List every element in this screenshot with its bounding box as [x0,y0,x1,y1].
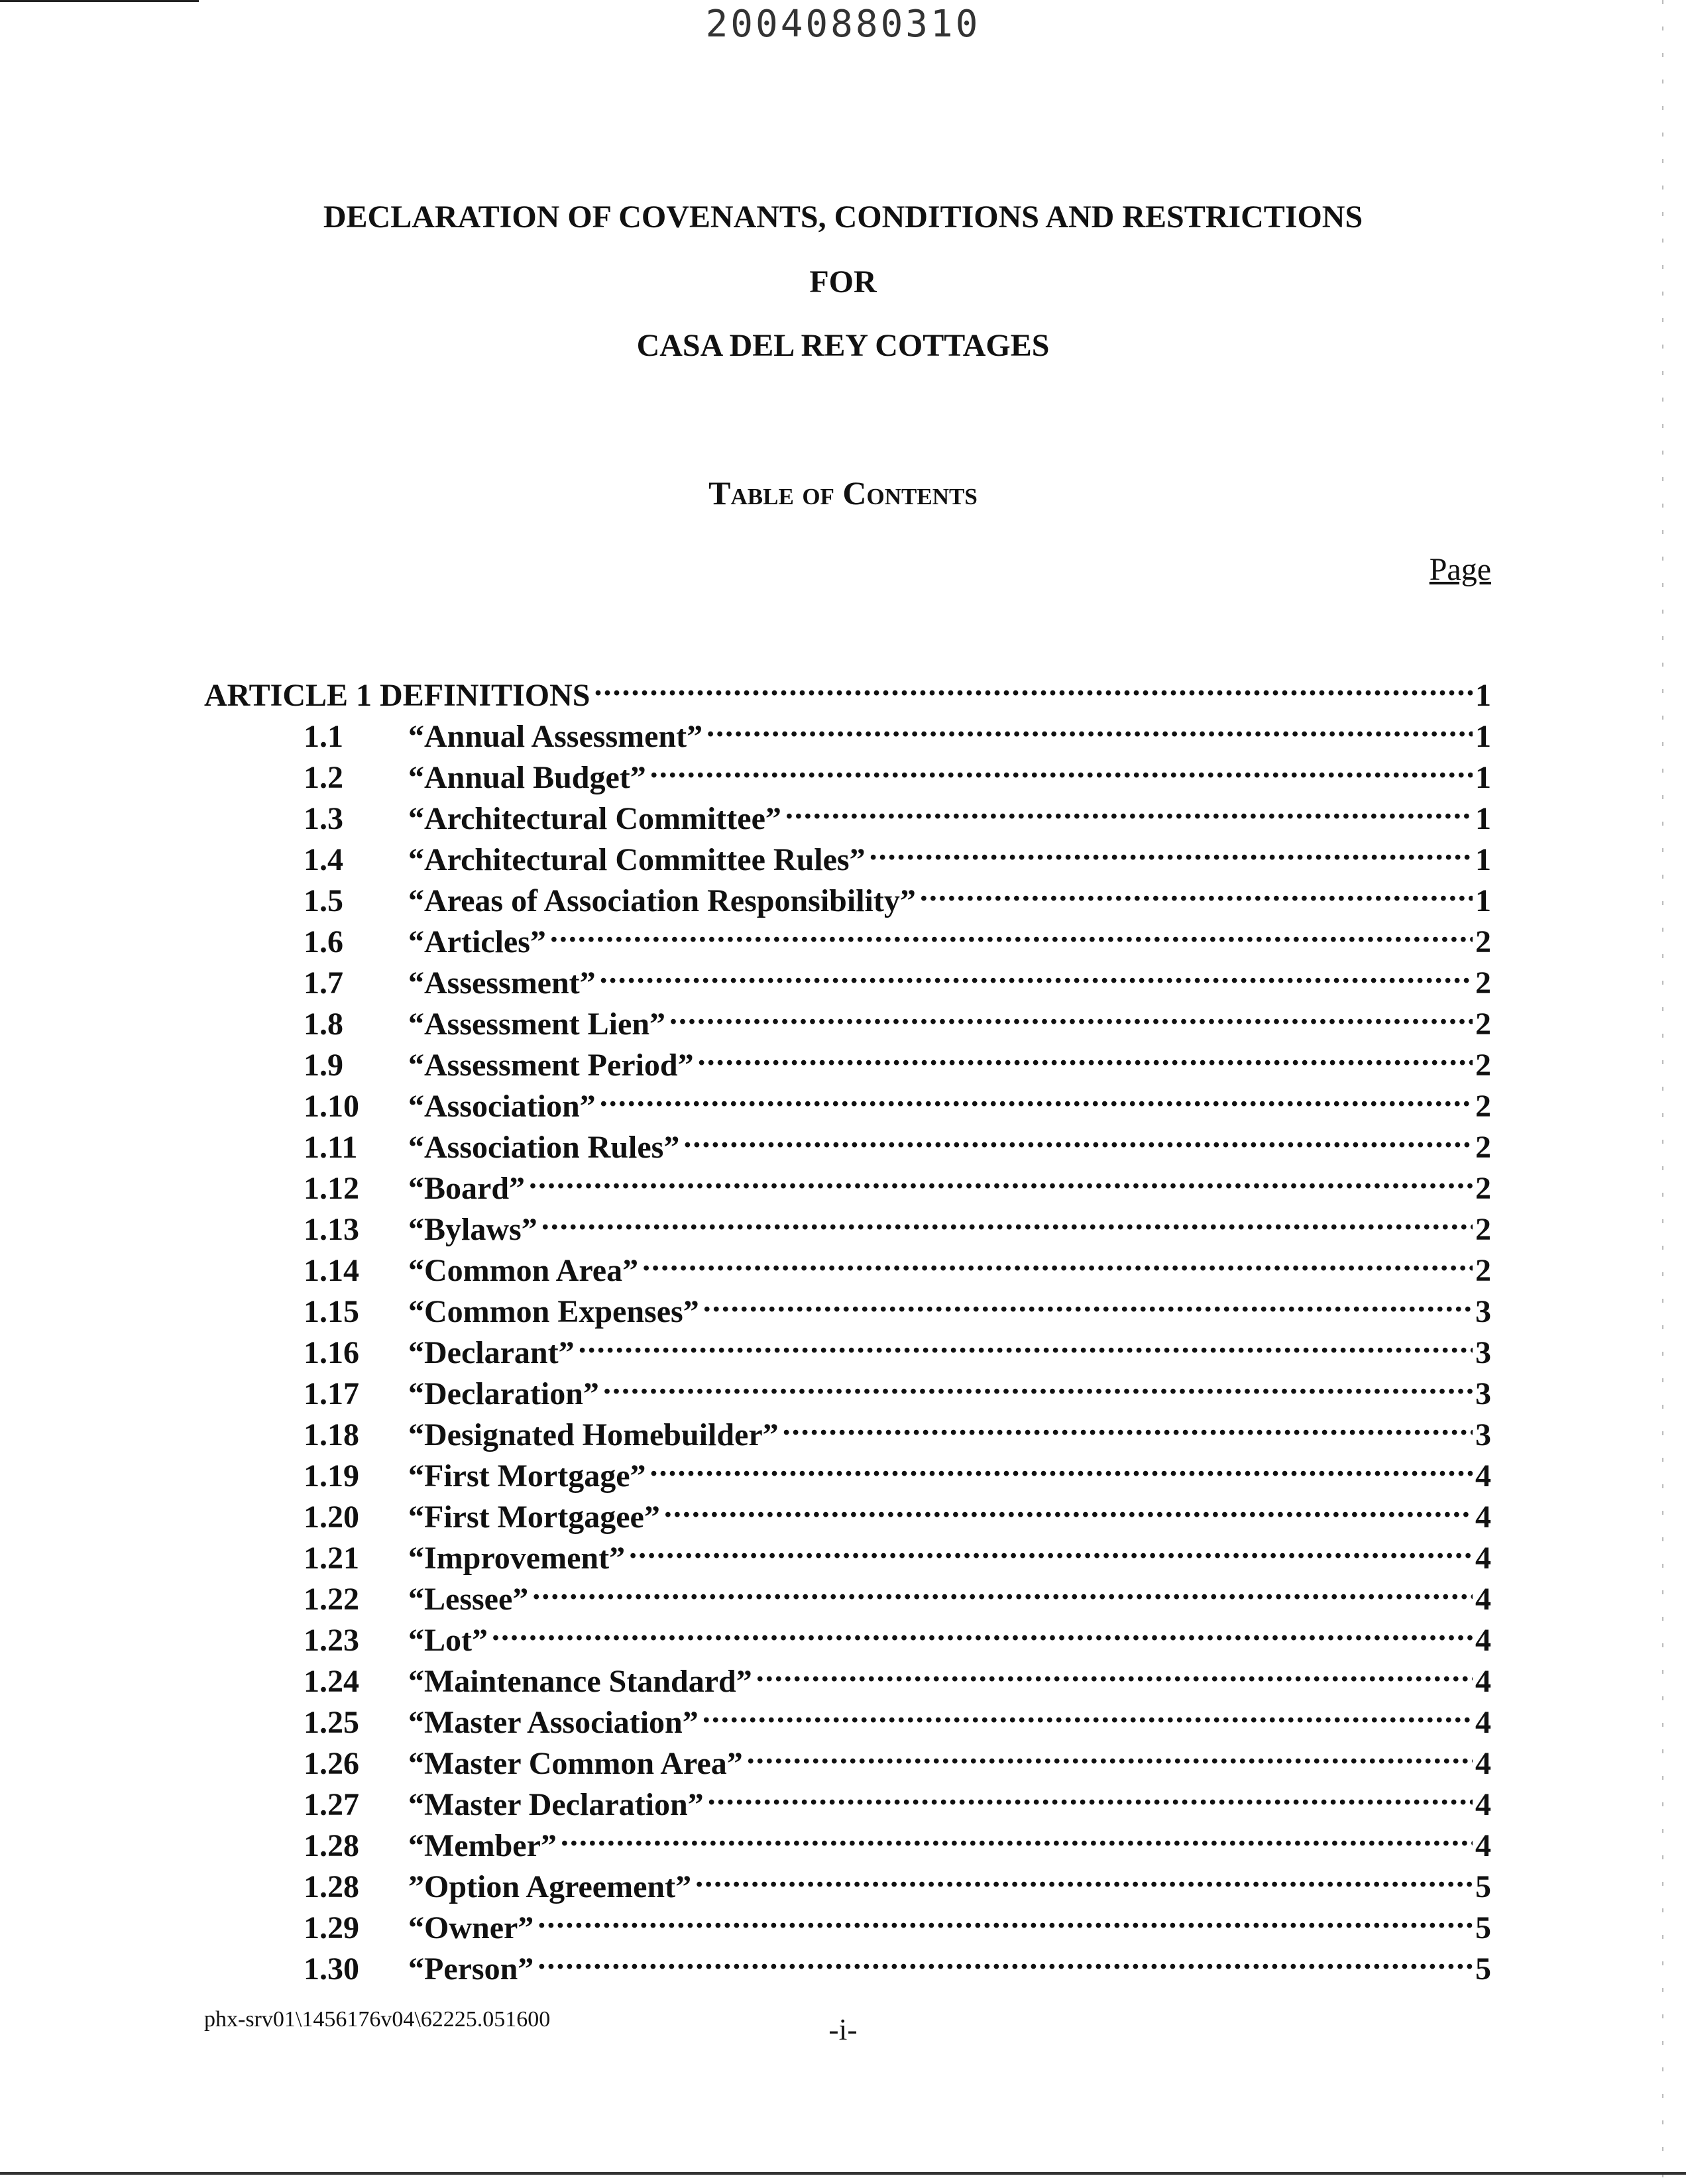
toc-entry-label: “Areas of Association Responsibility” [408,883,916,918]
toc-entry-number: 1.29 [304,1910,359,1945]
toc-entry-page: 4 [1475,1458,1491,1494]
toc-dot-leader [785,788,1473,829]
toc-entry-label: “Annual Budget” [408,760,646,795]
toc-entry-number: 1.23 [304,1623,359,1658]
toc-entry-label: “Board” [408,1171,526,1206]
toc-dot-leader [492,1610,1473,1651]
toc-entry-label: “Common Area” [408,1253,639,1288]
toc-entry-label: “Lessee” [408,1582,529,1617]
toc-dot-leader [537,1897,1473,1938]
toc-entry-number: 1.24 [304,1664,359,1699]
toc-entry-label: ”Option Agreement” [408,1869,692,1904]
toc-entry-page: 2 [1475,1171,1491,1206]
toc-entry-number: 1.16 [304,1335,359,1370]
toc-dot-leader [703,1281,1473,1322]
toc-dot-leader [603,1363,1473,1404]
toc-entry-label: “Declaration” [408,1376,599,1411]
toc-entry-label: “Lot” [408,1623,488,1658]
footer-document-path: phx-srv01\1456176v04\62225.051600 [204,2007,551,2032]
toc-entry-label: “Master Association” [408,1705,699,1740]
toc-entry-number: 1.12 [304,1171,359,1206]
toc-entry-number: 1.8 [304,1007,343,1042]
toc-entry-page: 1 [1475,760,1491,795]
toc-entry-page: 3 [1475,1294,1491,1329]
toc-entry-label: “Master Declaration” [408,1787,704,1822]
toc-entry-number: 1.22 [304,1582,359,1617]
toc-entry-page: 2 [1475,1212,1491,1247]
toc-heading: Table of Contents [708,474,978,512]
toc-dot-leader [541,1199,1473,1240]
toc-entry-page: 1 [1475,719,1491,754]
toc-dot-leader [532,1568,1473,1610]
toc-entry-number: 1.20 [304,1500,359,1535]
toc-entry-page: 1 [1475,842,1491,877]
recording-number: 20040880310 [705,3,981,46]
toc-dot-leader [579,1322,1473,1363]
toc-entry-number: 1.27 [304,1787,359,1822]
toc-entry-label: “Association Rules” [408,1130,680,1165]
toc-entry-label: “Architectural Committee” [408,801,781,836]
toc-entry-label: “Common Expenses” [408,1294,699,1329]
toc-entry-page: 4 [1475,1582,1491,1617]
toc-entry-number: 1.3 [304,801,343,836]
toc-entry-page: 3 [1475,1376,1491,1411]
toc-entry-number: 1.25 [304,1705,359,1740]
toc-entry-label: “Owner” [408,1910,534,1945]
toc-entry-number: 1.7 [304,965,343,1001]
scan-artifact-top [0,0,199,2]
toc-dot-leader [629,1527,1473,1568]
toc-dot-leader [683,1117,1473,1158]
toc-entry-page: 2 [1475,1048,1491,1083]
toc-entry-page: 2 [1475,1130,1491,1165]
toc-entry-page: 4 [1475,1746,1491,1781]
toc-entry-number: 1.15 [304,1294,359,1329]
toc-dot-leader [747,1733,1473,1774]
toc-entry-number: 1.2 [304,760,343,795]
toc-entry-number: 1.13 [304,1212,359,1247]
toc-entry-page: 2 [1475,965,1491,1001]
toc-dot-leader [708,1774,1473,1815]
toc-dot-leader [756,1651,1473,1692]
toc-dot-leader [537,1938,1473,1979]
toc-entry-label: “Master Common Area” [408,1746,743,1781]
toc-entry-page: 4 [1475,1623,1491,1658]
toc-dot-leader [920,870,1473,911]
toc-dot-leader [550,911,1473,952]
toc-dot-leader [561,1815,1473,1856]
toc-entry-label: “Assessment Period” [408,1048,694,1083]
toc-entry-page: 5 [1475,1951,1491,1987]
toc-entry-page: 3 [1475,1417,1491,1452]
footer-page-number: -i- [828,2012,858,2046]
toc-article-row [204,665,1491,713]
toc-entry-label: “Bylaws” [408,1212,537,1247]
toc-entry-label: “Assessment Lien” [408,1007,666,1042]
toc-dot-leader [695,1856,1473,1897]
toc-entry-label: “Annual Assessment” [408,719,703,754]
document-title-line-3: CASA DEL REY COTTAGES [636,328,1050,363]
toc-entry-label: “First Mortgage” [408,1458,646,1494]
toc-entry-page: 4 [1475,1664,1491,1699]
toc-entry-label: “Architectural Committee Rules” [408,842,866,877]
toc-entry-page: 3 [1475,1335,1491,1370]
document-title-line-2: FOR [809,264,877,300]
toc-entry-number: 1.11 [304,1130,358,1165]
toc-dot-leader [706,706,1473,747]
toc-entry-label: “Declarant” [408,1335,575,1370]
toc-dot-leader [600,1075,1473,1117]
toc-entry-number: 1.5 [304,883,343,918]
toc-dot-leader [650,1445,1473,1486]
toc-entry-number: 1.28 [304,1869,359,1904]
toc-entry-page: 4 [1475,1500,1491,1535]
toc-entry-page: 4 [1475,1705,1491,1740]
toc-entry-number: 1.19 [304,1458,359,1494]
toc-dot-leader [870,829,1473,870]
toc-entry-label: “Maintenance Standard” [408,1664,752,1699]
toc-dot-leader [642,1240,1473,1281]
toc-entry-number: 1.6 [304,924,343,959]
document-title-line-1: DECLARATION OF COVENANTS, CONDITIONS AND RESTRICTIONS [323,199,1363,235]
toc-entry-page: 2 [1475,1089,1491,1124]
toc-entry-label: “Member” [408,1828,557,1863]
toc-entry-number: 1.17 [304,1376,359,1411]
toc-entry-page: 2 [1475,924,1491,959]
toc-dot-leader [529,1158,1473,1199]
toc-entry-label: ARTICLE 1 DEFINITIONS [204,678,590,713]
toc-entry-label: “Improvement” [408,1541,626,1576]
toc-dot-leader [664,1486,1473,1527]
toc-entry-number: 1.1 [304,719,343,754]
toc-dot-leader [600,952,1473,993]
toc-entry-page: 2 [1475,1007,1491,1042]
toc-entry-label: “Designated Homebuilder” [408,1417,779,1452]
toc-entry-label: “Articles” [408,924,546,959]
toc-entry-page: 1 [1475,801,1491,836]
toc-entry-page: 4 [1475,1541,1491,1576]
toc-entry-page: 1 [1475,678,1491,713]
toc-dot-leader [669,993,1473,1034]
toc-entry-page: 1 [1475,883,1491,918]
toc-dot-leader [702,1692,1473,1733]
toc-entry-page: 2 [1475,1253,1491,1288]
page-column-label: Page [1429,552,1491,587]
toc-entry-page: 4 [1475,1828,1491,1863]
scan-artifact-bottom [0,2172,1686,2175]
toc-entry-number: 1.30 [304,1951,359,1987]
toc-entry-page: 4 [1475,1787,1491,1822]
table-of-contents [204,665,1491,1987]
toc-entry-label: “Assessment” [408,965,596,1001]
toc-dot-leader [650,747,1473,788]
toc-dot-leader [783,1404,1473,1445]
toc-entry-number: 1.4 [304,842,343,877]
toc-entry-page: 5 [1475,1910,1491,1945]
toc-entry-number: 1.14 [304,1253,359,1288]
toc-entry-label: “Person” [408,1951,534,1987]
toc-dot-leader [698,1034,1473,1075]
toc-entry-page: 5 [1475,1869,1491,1904]
toc-entry-number: 1.9 [304,1048,343,1083]
toc-entry-number: 1.26 [304,1746,359,1781]
toc-dot-leader [594,665,1473,706]
toc-entry-number: 1.10 [304,1089,359,1124]
toc-entry-number: 1.18 [304,1417,359,1452]
toc-entry-number: 1.28 [304,1828,359,1863]
toc-entry-label: “First Mortgagee” [408,1500,660,1535]
toc-entry-number: 1.21 [304,1541,359,1576]
toc-entry-label: “Association” [408,1089,596,1124]
